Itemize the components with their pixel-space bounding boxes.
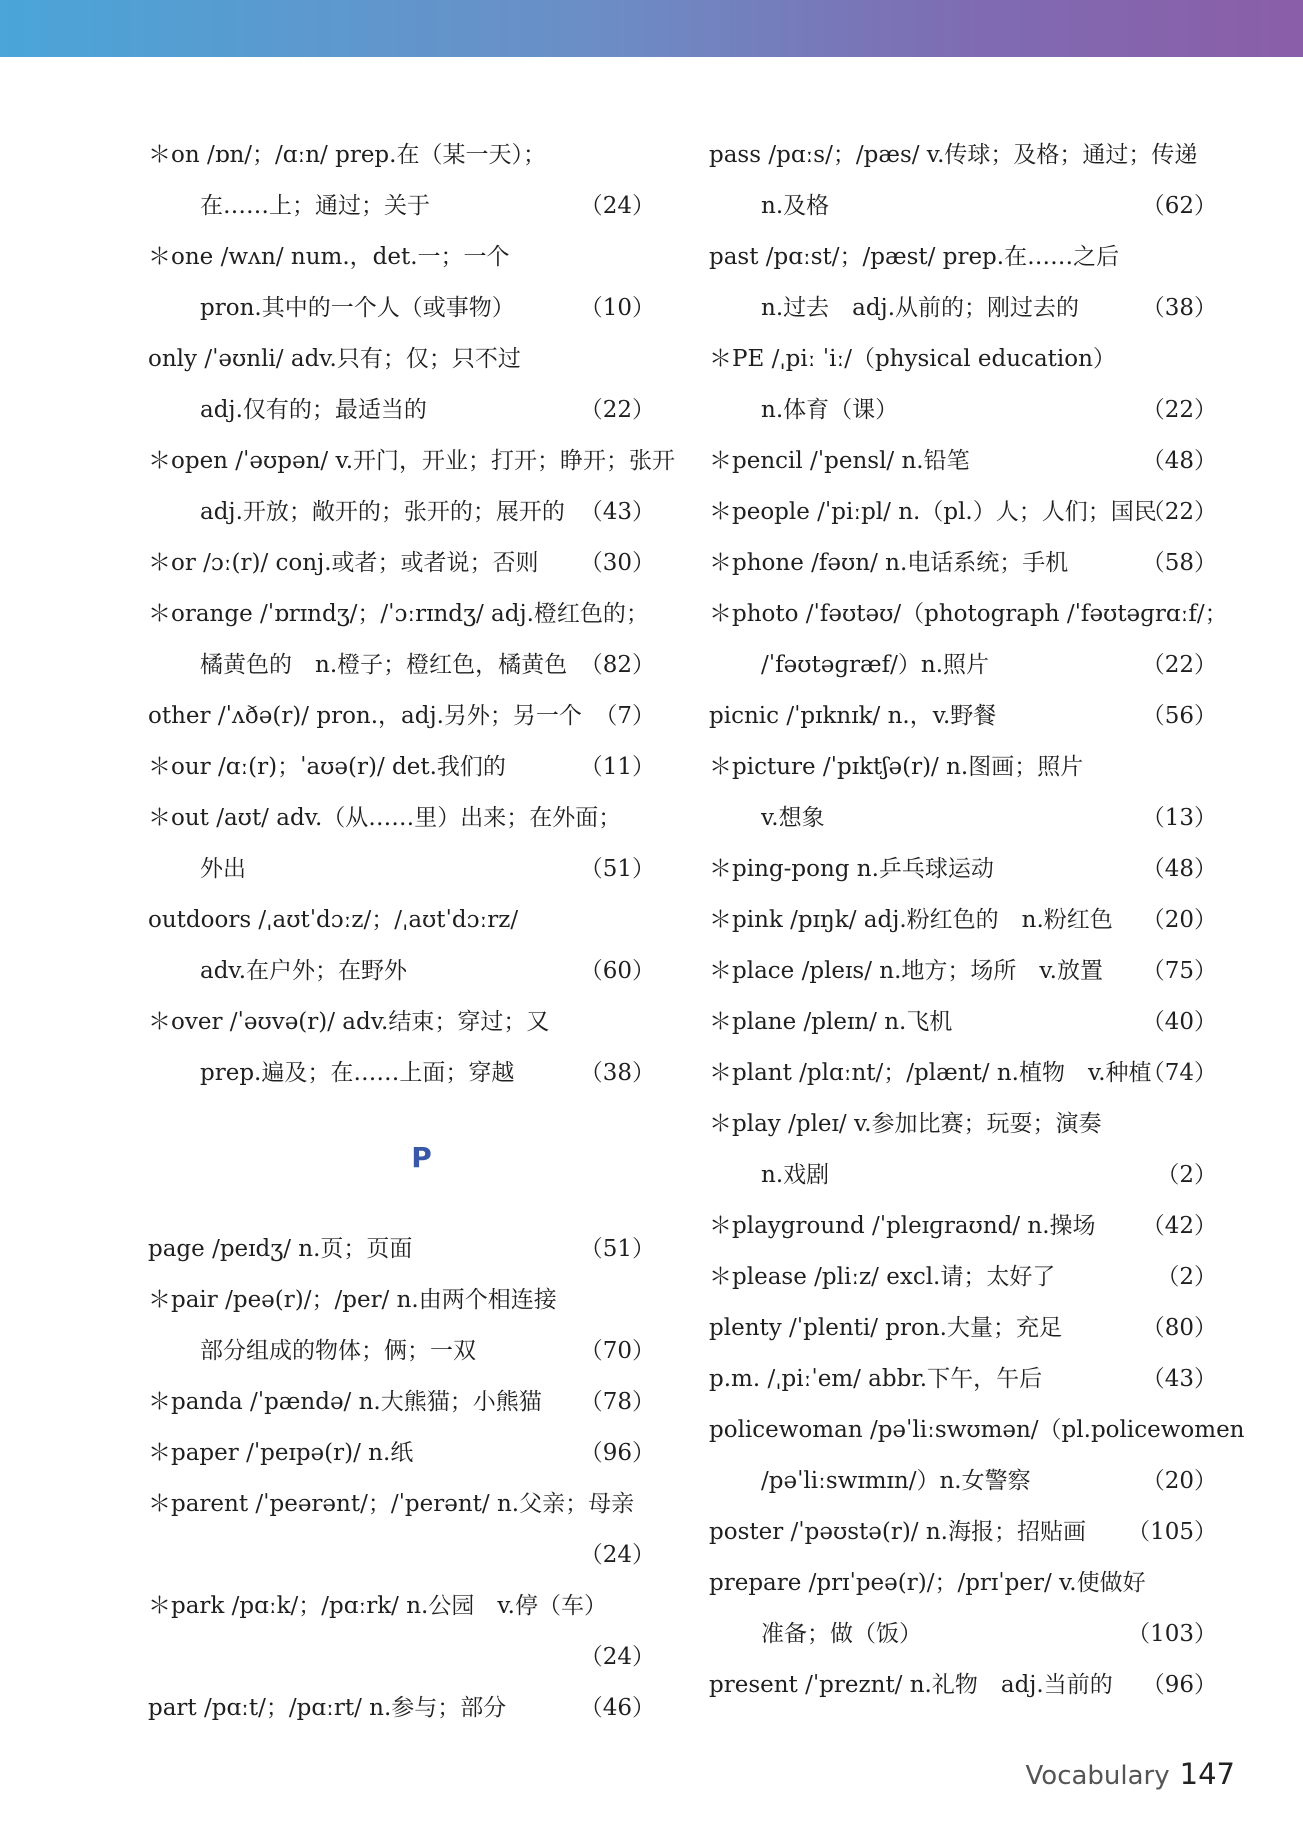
entry-text: only /ˈəʊnli/ adv.只有；仅；只不过	[148, 346, 521, 372]
entry-text: v.想象	[761, 805, 825, 831]
entry-text: ＊ping-pong n.乒乓球运动	[709, 856, 994, 882]
unit-number: （20）	[1141, 1468, 1217, 1494]
entry-text: ＊parent /ˈpeərənt/；/ˈperənt/ n.父亲；母亲	[148, 1491, 635, 1517]
entry-play	[709, 1099, 1217, 1150]
entry-text: 橘黄色的 n.橙子；橙红色，橘黄色	[200, 652, 568, 678]
unit-number: （78）	[579, 1389, 655, 1415]
entry-text: past /pɑːst/；/pæst/ prep.在……之后	[709, 244, 1120, 270]
entry-text: ＊park /pɑːk/；/pɑːrk/ n.公园 v.停（车）	[148, 1593, 607, 1619]
entry-playground	[709, 1201, 1217, 1252]
entry-text: n.戏剧	[761, 1162, 830, 1188]
entry-text: ＊phone /fəʊn/ n.电话系统；手机	[709, 550, 1069, 576]
entry-prepare	[709, 1558, 1217, 1609]
page-footer	[1026, 1752, 1235, 1796]
entry-text: ＊PE /ˌpiː ˈiː/（physical education）	[709, 346, 1116, 372]
entry-text: policewoman /pəˈliːswʊmən/（pl.policewomen	[709, 1417, 1245, 1443]
entry-over-cont	[148, 1048, 655, 1099]
entry-past-cont	[709, 283, 1217, 334]
entry-pencil	[709, 436, 1217, 487]
entry-text: ＊out /aʊt/ adv.（从……里）出来；在外面；	[148, 805, 622, 831]
unit-number: （70）	[579, 1338, 655, 1364]
unit-number: （82）	[579, 652, 655, 678]
entry-text: other /ˈʌðə(r)/ pron.，adj.另外；另一个	[148, 703, 582, 729]
unit-number: （105）	[1127, 1519, 1217, 1545]
entry-text: part /pɑːt/；/pɑːrt/ n.参与；部分	[148, 1695, 507, 1721]
entry-orange	[148, 589, 655, 640]
unit-number: （20）	[1141, 907, 1217, 933]
entry-parent-cont	[148, 1530, 655, 1581]
unit-number: （22）	[1141, 499, 1217, 525]
entry-place	[709, 946, 1217, 997]
unit-number: （11）	[579, 754, 655, 780]
unit-number: （62）	[1141, 193, 1217, 219]
entry-text: ＊over /ˈəʊvə(r)/ adv.结束；穿过；又	[148, 1009, 550, 1035]
entry-text: 在……上；通过；关于	[200, 193, 430, 219]
entry-pe	[709, 334, 1217, 385]
entry-other	[148, 691, 655, 742]
entry-panda	[148, 1377, 655, 1428]
entry-text: page /peɪdʒ/ n.页；页面	[148, 1236, 413, 1262]
entry-orange-cont	[148, 640, 655, 691]
entry-text: 准备；做（饭）	[761, 1621, 922, 1647]
entry-text: n.体育（课）	[761, 397, 899, 423]
entry-out-cont	[148, 844, 655, 895]
entry-text: ＊picture /ˈpɪktʃə(r)/ n.图画；照片	[709, 754, 1084, 780]
unit-number: （96）	[579, 1440, 655, 1466]
unit-number: （24）	[579, 1542, 655, 1568]
entry-text: adj.开放；敞开的；张开的；展开的	[200, 499, 565, 525]
entry-picture-cont	[709, 793, 1217, 844]
entry-picture	[709, 742, 1217, 793]
unit-number: （75）	[1141, 958, 1217, 984]
header-color-band	[0, 0, 1303, 57]
entry-text: ＊people /ˈpiːpl/ n.（pl.）人；人们；国民	[709, 499, 1157, 525]
entry-on	[148, 130, 655, 181]
unit-number: （10）	[579, 295, 655, 321]
entry-open-cont	[148, 487, 655, 538]
entry-text: ＊play /pleɪ/ v.参加比赛；玩耍；演奏	[709, 1111, 1102, 1137]
entry-pink	[709, 895, 1217, 946]
entry-text: present /ˈpreznt/ n.礼物 adj.当前的	[709, 1672, 1113, 1698]
entry-text: ＊pink /pɪŋk/ adj.粉红色的 n.粉红色	[709, 907, 1113, 933]
entry-text: n.及格	[761, 193, 830, 219]
entry-text: prepare /prɪˈpeə(r)/；/prɪˈper/ v.使做好	[709, 1570, 1146, 1596]
unit-number: （48）	[1141, 856, 1217, 882]
unit-number: （74）	[1141, 1060, 1217, 1086]
entry-text: ＊pencil /ˈpensl/ n.铅笔	[709, 448, 970, 474]
entry-text: 外出	[200, 856, 246, 882]
entry-prepare-cont	[709, 1609, 1217, 1660]
entry-text: 部分组成的物体；俩；一双	[200, 1338, 476, 1364]
unit-number: （24）	[579, 1644, 655, 1670]
entry-pass	[709, 130, 1217, 181]
entry-text: ＊place /pleɪs/ n.地方；场所 v.放置	[709, 958, 1103, 984]
entry-text: adj.仅有的；最适当的	[200, 397, 427, 423]
entry-text: outdoors /ˌaʊtˈdɔːz/；/ˌaʊtˈdɔːrz/	[148, 907, 519, 933]
entry-please	[709, 1252, 1217, 1303]
page-number: 147	[1179, 1757, 1235, 1791]
entry-text: poster /ˈpəʊstə(r)/ n.海报；招贴画	[709, 1519, 1086, 1545]
entry-play-cont	[709, 1150, 1217, 1201]
entry-text: ＊paper /ˈpeɪpə(r)/ n.纸	[148, 1440, 414, 1466]
entry-picnic	[709, 691, 1217, 742]
entry-text: ＊pair /peə(r)/；/per/ n.由两个相连接	[148, 1287, 557, 1313]
entry-phone	[709, 538, 1217, 589]
unit-number: （43）	[1141, 1366, 1217, 1392]
entry-our	[148, 742, 655, 793]
entry-text: ＊on /ɒn/；/ɑːn/ prep.在（某一天）；	[148, 142, 546, 168]
entry-text: ＊or /ɔː(r)/ conj.或者；或者说；否则	[148, 550, 539, 576]
entry-only-cont	[148, 385, 655, 436]
unit-number: （13）	[1141, 805, 1217, 831]
unit-number: （46）	[579, 1695, 655, 1721]
entry-park-cont	[148, 1632, 655, 1683]
unit-number: （38）	[1141, 295, 1217, 321]
unit-number: （96）	[1141, 1672, 1217, 1698]
entry-text: ＊plant /plɑːnt/；/plænt/ n.植物 v.种植	[709, 1060, 1152, 1086]
entry-open	[148, 436, 676, 487]
right-column	[709, 130, 1245, 1711]
entry-on-cont	[148, 181, 655, 232]
entry-parent	[148, 1479, 655, 1530]
unit-number: （58）	[1141, 550, 1217, 576]
unit-number: （2）	[1156, 1162, 1217, 1188]
unit-number: （22）	[1141, 397, 1217, 423]
entry-past	[709, 232, 1217, 283]
entry-part	[148, 1683, 655, 1734]
unit-number: （22）	[1141, 652, 1217, 678]
unit-number: （2）	[1156, 1264, 1217, 1290]
entry-text: ＊orange /ˈɒrɪndʒ/；/ˈɔːrɪndʒ/ adj.橙红色的；	[148, 601, 649, 627]
entry-over	[148, 997, 655, 1048]
entry-outdoors	[148, 895, 655, 946]
entry-text: p.m. /ˌpiːˈem/ abbr.下午，午后	[709, 1366, 1043, 1392]
footer-label: Vocabulary	[1025, 1761, 1170, 1791]
entry-poster	[709, 1507, 1217, 1558]
unit-number: （51）	[579, 856, 655, 882]
entry-text: ＊please /pliːz/ excl.请；太好了	[709, 1264, 1056, 1290]
entry-text: /pəˈliːswɪmɪn/）n.女警察	[761, 1468, 1031, 1494]
entry-text: ＊open /ˈəʊpən/ v.开门，开业；打开；睁开；张开	[148, 448, 676, 474]
entry-one	[148, 232, 655, 283]
entry-park	[148, 1581, 655, 1632]
unit-number: （51）	[579, 1236, 655, 1262]
unit-number: （40）	[1141, 1009, 1217, 1035]
entry-text: /ˈfəʊtəɡræf/）n.照片	[761, 652, 990, 678]
unit-number: （56）	[1141, 703, 1217, 729]
entry-text: picnic /ˈpɪknɪk/ n.，v.野餐	[709, 703, 997, 729]
entry-people	[709, 487, 1217, 538]
entry-policewoman	[709, 1405, 1245, 1456]
entry-plane	[709, 997, 1217, 1048]
entry-text: n.过去 adj.从前的；刚过去的	[761, 295, 1080, 321]
entry-photo	[709, 589, 1228, 640]
left-column	[148, 130, 676, 1734]
unit-number: （43）	[579, 499, 655, 525]
entry-pair-cont	[148, 1326, 655, 1377]
entry-text: ＊plane /pleɪn/ n.飞机	[709, 1009, 953, 1035]
unit-number: （60）	[579, 958, 655, 984]
unit-number: （42）	[1141, 1213, 1217, 1239]
unit-number: （7）	[594, 703, 655, 729]
entry-outdoors-cont	[148, 946, 655, 997]
entry-plant	[709, 1048, 1217, 1099]
entry-one-cont	[148, 283, 655, 334]
entry-text: pass /pɑːs/；/pæs/ v.传球；及格；通过；传递	[709, 142, 1198, 168]
entry-text: ＊our /ɑː(r)；ˈaʊə(r)/ det.我们的	[148, 754, 506, 780]
entry-text: ＊one /wʌn/ num.，det.一；一个	[148, 244, 510, 270]
entry-ping-pong	[709, 844, 1217, 895]
unit-number: （103）	[1127, 1621, 1217, 1647]
entry-photo-cont	[709, 640, 1217, 691]
unit-number: （24）	[579, 193, 655, 219]
entry-text: ＊playground /ˈpleɪɡraʊnd/ n.操场	[709, 1213, 1096, 1239]
entry-pair	[148, 1275, 655, 1326]
unit-number: （80）	[1141, 1315, 1217, 1341]
unit-number: （30）	[579, 550, 655, 576]
entry-plenty	[709, 1303, 1217, 1354]
entry-text: ＊panda /ˈpændə/ n.大熊猫；小熊猫	[148, 1389, 542, 1415]
unit-number: （22）	[579, 397, 655, 423]
entry-out	[148, 793, 655, 844]
entry-pass-cont	[709, 181, 1217, 232]
entry-pe-cont	[709, 385, 1217, 436]
section-letter-heading: P	[411, 1141, 432, 1174]
entry-paper	[148, 1428, 655, 1479]
entry-pm	[709, 1354, 1217, 1405]
entry-text: adv.在户外；在野外	[200, 958, 408, 984]
entry-text: plenty /ˈplenti/ pron.大量；充足	[709, 1315, 1062, 1341]
entry-present	[709, 1660, 1217, 1711]
entry-only	[148, 334, 655, 385]
unit-number: （48）	[1141, 448, 1217, 474]
entry-text: pron.其中的一个人（或事物）	[200, 295, 515, 321]
entry-policewoman-cont	[709, 1456, 1217, 1507]
entry-text: ＊photo /ˈfəʊtəʊ/（photograph /ˈfəʊtəɡrɑːf/；	[709, 601, 1228, 627]
entry-text: prep.遍及；在……上面；穿越	[200, 1060, 515, 1086]
entry-or	[148, 538, 655, 589]
entry-page	[148, 1224, 655, 1275]
unit-number: （38）	[579, 1060, 655, 1086]
